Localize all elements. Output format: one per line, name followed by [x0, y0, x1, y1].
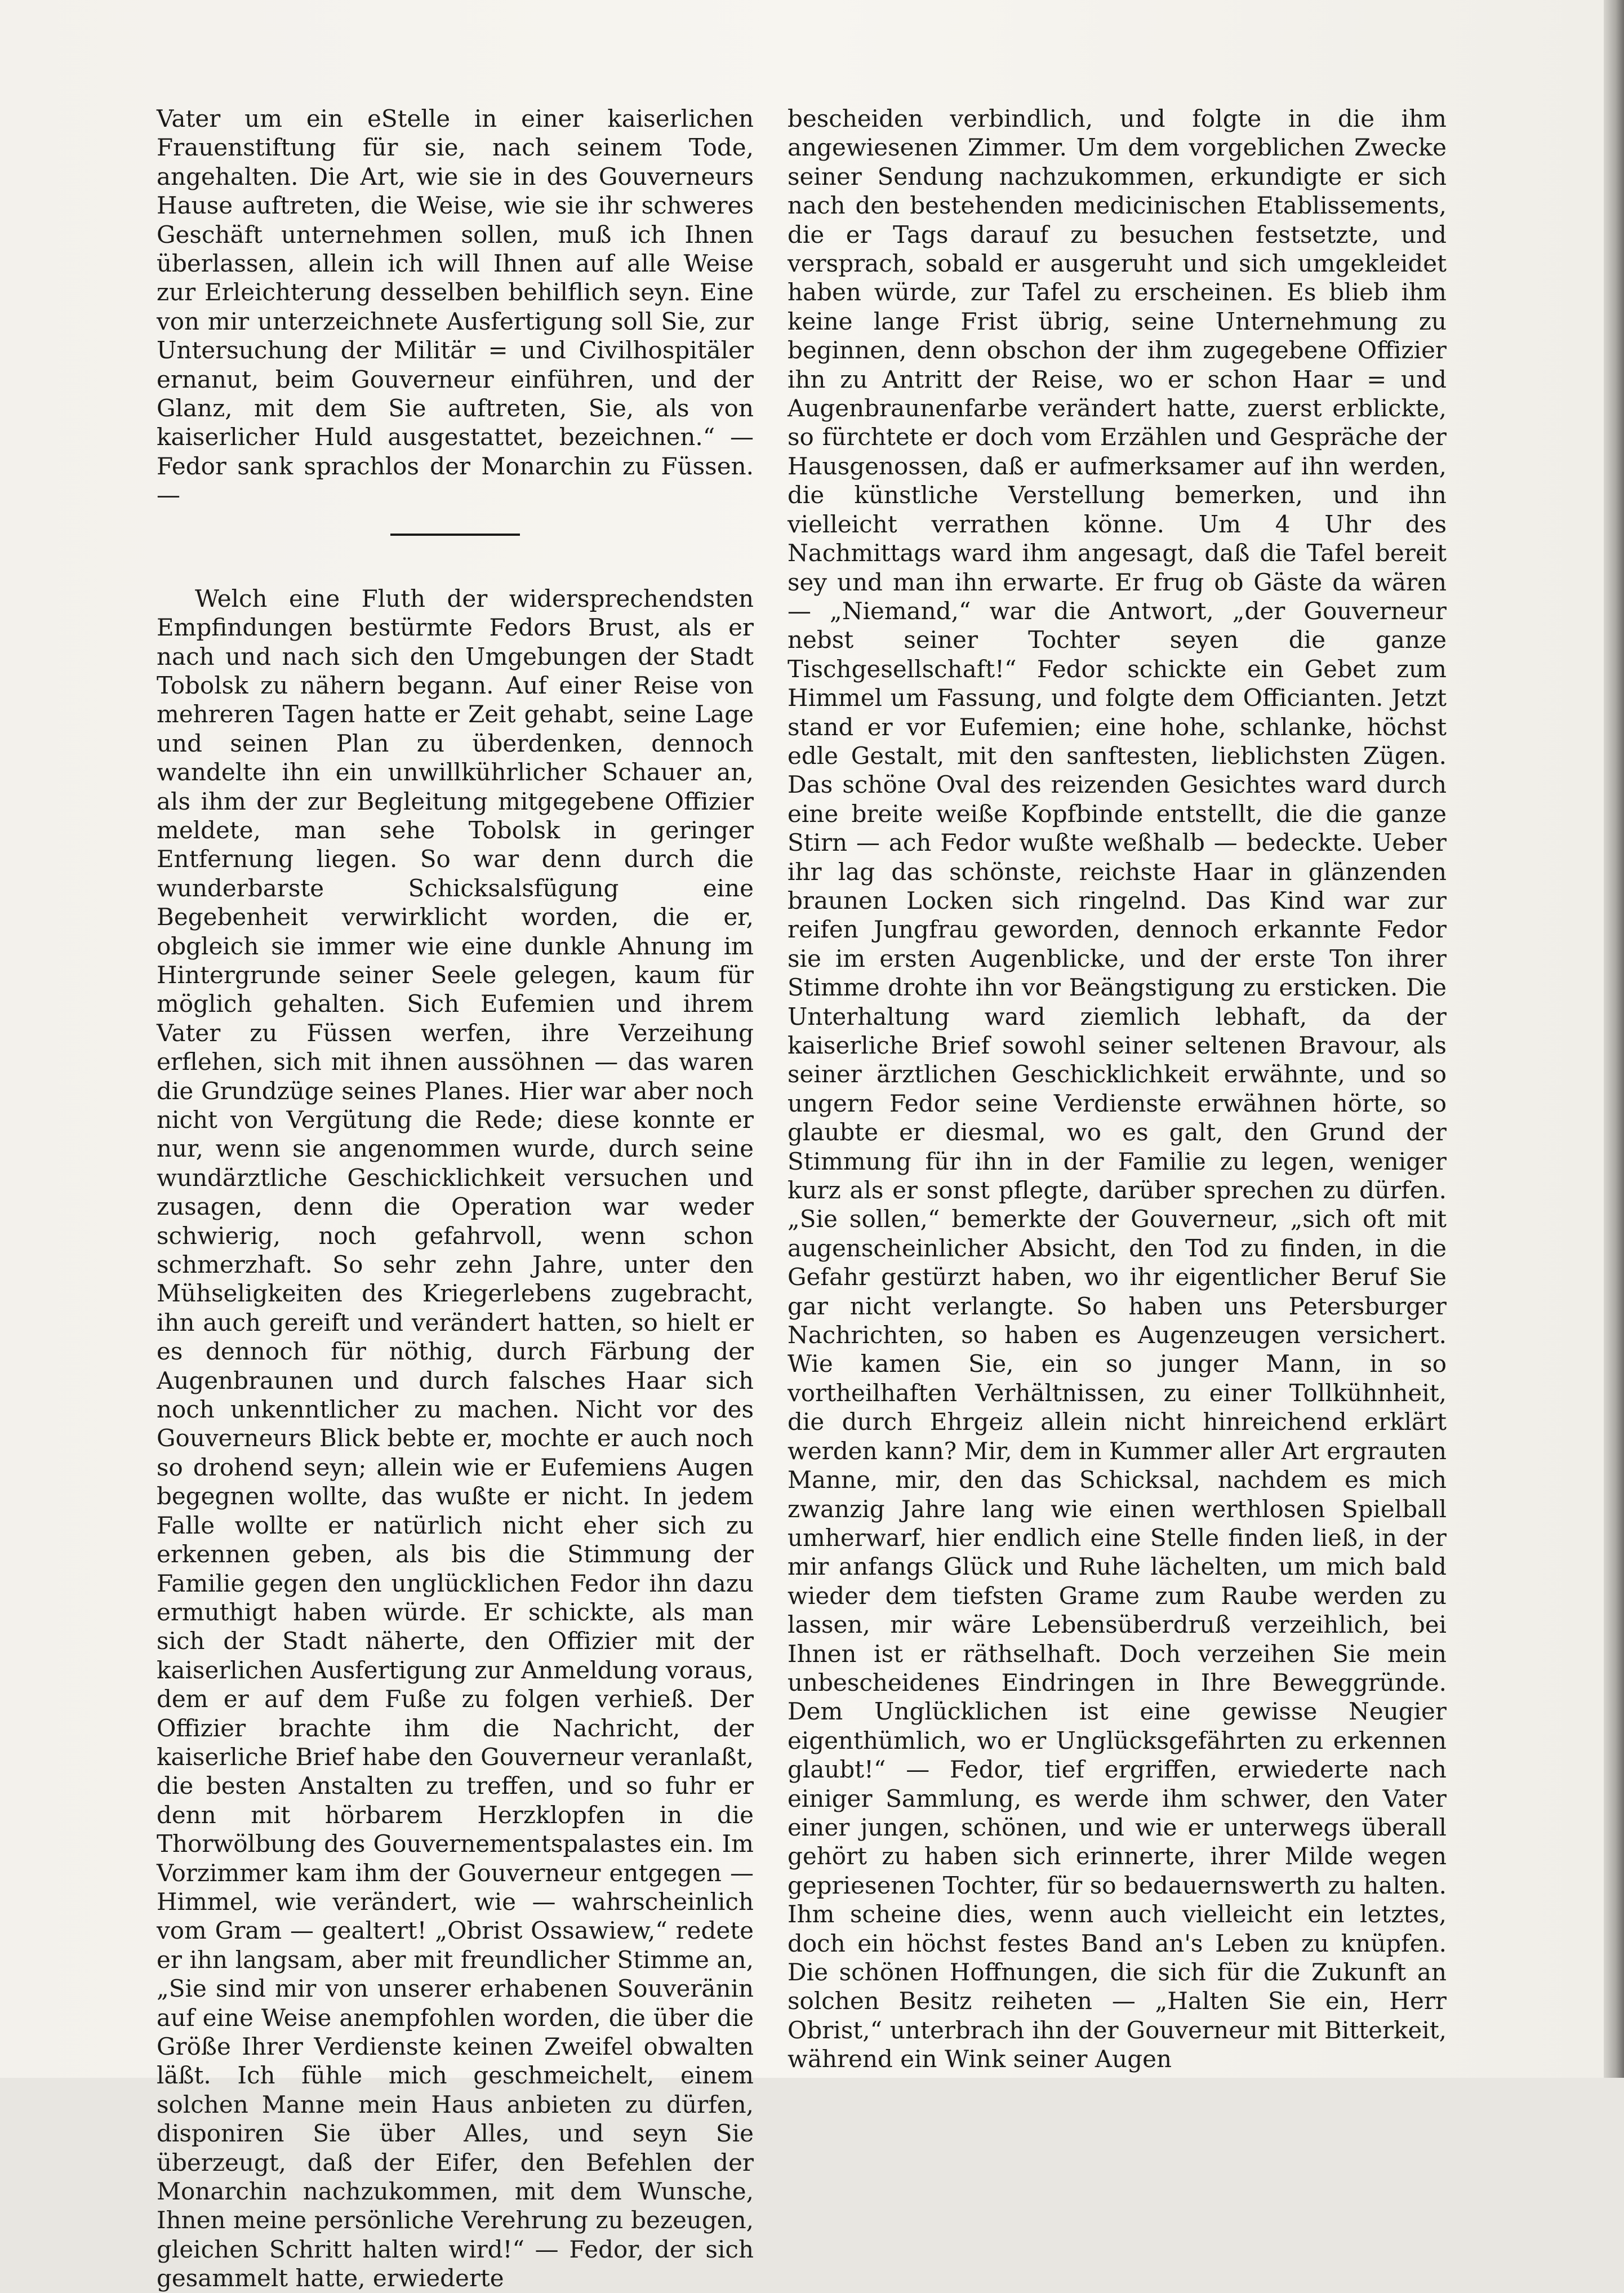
right-column [787, 104, 1447, 2074]
left-paragraph-2: Welch eine Fluth der widersprechendsten Empfindungen bestürmte Fedors Brust, als er nach und nach sich den Umgebungen der Stadt Tobolsk zu nähern begann. Auf einer Reise von mehreren Tagen hatte er Zeit gehabt, seine Lage und seinen Plan zu überdenken, dennoch wandelte ihn ein unwillkührlicher Schauer an, als ihm der zur Begleitung mitgegebene Offizier meldete, man sehe Tobolsk in geringer Entfernung liegen. So war denn durch die wunderbarste Schicksalsfügung eine Begebenheit verwirklicht worden, die er, obgleich sie immer wie eine dunkle Ahnung im Hintergrunde seiner Seele gelegen, kaum für möglich gehalten. Sich Eufemien und ihrem Vater zu Füssen werfen, ihre Verzeihung erflehen, sich mit ihnen aussöhnen — das waren die Grundzüge seines Planes. Hier war aber noch nicht von Vergütung die Rede; diese konnte er nur, wenn sie angenommen wurde, durch seine wundärztliche Geschicklichkeit versuchen und zusagen, denn die Operation war weder schwierig, noch gefahrvoll, wenn schon schmerzhaft. So sehr zehn Jahre, unter den Mühseligkeiten des Kriegerlebens zugebracht, ihn auch gereift und verändert hatten, so hielt er es dennoch für nöthig, durch Färbung der Augenbraunen und durch falsches Haar sich noch unkenntlicher zu machen. Nicht vor des Gouverneurs Blick bebte er, mochte er auch noch so drohend seyn; allein wie er Eufemiens Augen begegnen wollte, das wußte er nicht. In jedem Falle wollte er natürlich nicht eher sich zu erkennen geben, als bis die Stimmung der Familie gegen den unglücklichen Fedor ihn dazu ermuthigt haben würde. Er schickte, als man sich der Stadt näherte, den Offizier mit der kaiserlichen Ausfertigung zur Anmeldung voraus, dem er auf dem Fuße zu folgen verhieß. Der Offizier brachte ihm die Nachricht, der kaiserliche Brief habe den Gouverneur veranlaßt, die besten Anstalten zu treffen, und so fuhr er denn mit hörbarem Herzklopfen in die Thorwölbung des Gouvernementspalastes ein. Im Vorzimmer kam ihm der Gouverneur entgegen — Himmel, wie verändert, wie — wahrscheinlich vom Gram — gealtert! „Obrist Ossawiew,“ redete er ihn langsam, aber mit freundlicher Stimme an, „Sie sind mir von unserer erhabenen Souveränin auf eine Weise anempfohlen worden, die über die Größe Ihrer Verdienste keinen Zweifel obwalten läßt. Ich fühle mich geschmeichelt, einem solchen Manne mein Haus anbieten zu dürfen, disponiren Sie über Alles, und seyn Sie überzeugt, daß der Eifer, den Befehlen der Monarchin nachzukommen, mit dem Wunsche, Ihnen meine persönliche Verehrung zu bezeugen, gleichen Schritt halten wird!“ — Fedor, der sich gesammelt hatte, erwiederte [157, 584, 754, 2292]
left-paragraph-1: Vater um ein eStelle in einer kaiserlichen Frauenstiftung für sie, nach seinem Tode, angehalten. Die Art, wie sie in des Gouverneurs Hause auftreten, die Weise, wie sie ihr schweres Geschäft unternehmen sollen, muß ich Ihnen überlassen, allein ich will Ihnen auf alle Weise zur Erleichterung desselben behilflich seyn. Eine von mir unterzeichnete Ausfertigung soll Sie, zur Untersuchung der Militär = und Civilhospitäler ernanut, beim Gouverneur einführen, und der Glanz, mit dem Sie auftreten, Sie, als von kaiserlicher Huld ausgestattet, bezeichnen.“ — Fedor sank sprachlos der Monarchin zu Füssen. — [157, 105, 754, 509]
page-edge-shadow [1604, 0, 1624, 2078]
section-separator [390, 534, 520, 536]
right-paragraph-1: bescheiden verbindlich, und folgte in die ihm angewiesenen Zimmer. Um dem vorgeblichen Zwecke seiner Sendung nachzukommen, erkundigte er sich nach den bestehenden medicinischen Etablissements, die er Tags darauf zu besuchen festsetzte, und versprach, sobald er ausgeruht und sich umgekleidet haben würde, zur Tafel zu erscheinen. Es blieb ihm keine lange Frist übrig, seine Unternehmung zu beginnen, denn obschon der ihm zugegebene Offizier ihn zu Antritt der Reise, wo er schon Haar = und Augenbraunenfarbe verändert hatte, zuerst erblickte, so fürchtete er doch vom Erzählen und Gespräche der Hausgenossen, daß er aufmerksamer auf ihn werden, die künstliche Verstellung bemerken, und ihn vielleicht verrathen könne. Um 4 Uhr des Nachmittags ward ihm angesagt, daß die Tafel bereit sey und man ihn erwarte. Er frug ob Gäste da wären — „Niemand,“ war die Antwort, „der Gouverneur nebst seiner Tochter seyen die ganze Tischgesellschaft!“ Fedor schickte ein Gebet zum Himmel um Fassung, und folgte dem Officianten. Jetzt stand er vor Eufemien; eine hohe, schlanke, höchst edle Gestalt, mit den sanftesten, lieblichsten Zügen. Das schöne Oval des reizenden Gesichtes ward durch eine breite weiße Kopfbinde entstellt, die die ganze Stirn — ach Fedor wußte weßhalb — bedeckte. Ueber ihr lag das schönste, reichste Haar in glänzenden braunen Locken sich ringelnd. Das Kind war zur reifen Jungfrau geworden, dennoch erkannte Fedor sie im ersten Augenblicke, und der erste Ton ihrer Stimme drohte ihn vor Beängstigung zu ersticken. Die Unterhaltung ward ziemlich lebhaft, da der kaiserliche Brief sowohl seiner seltenen Bravour, als seiner ärztlichen Geschicklichkeit erwähnte, und so ungern Fedor seine Verdienste erwähnen hörte, so glaubte er diesmal, wo es galt, den Grund der Stimmung für ihn in der Familie zu legen, weniger kurz als er sonst pflegte, darüber sprechen zu dürfen. „Sie sollen,“ bemerkte der Gouverneur, „sich oft mit augenscheinlicher Absicht, den Tod zu finden, in die Gefahr gestürzt haben, wo ihr eigentlicher Beruf Sie gar nicht verlangte. So haben uns Petersburger Nachrichten, so haben es Augenzeugen versichert. Wie kamen Sie, ein so junger Mann, in so vortheilhaften Verhältnissen, zu einer Tollkühnheit, die durch Ehrgeiz allein nicht hinreichend erklärt werden kann? Mir, dem in Kummer aller Art ergrauten Manne, mir, den das Schicksal, nachdem es mich zwanzig Jahre lang wie einen werthlosen Spielball umherwarf, hier endlich eine Stelle finden ließ, in der mir anfangs Glück und Ruhe lächelten, um mich bald wieder dem tiefsten Grame zum Raube werden zu lassen, mir wäre Lebensüberdruß verzeihlich, bei Ihnen ist er räthselhaft. Doch verzeihen Sie mein unbescheidenes Eindringen in Ihre Beweggründe. Dem Unglücklichen ist eine gewisse Neugier eigenthümlich, wo er Unglücksgefährten zu erkennen glaubt!“ — Fedor, tief ergriffen, erwiederte nach einiger Sammlung, es werde ihm schwer, den Vater einer jungen, schönen, und wie er unterwegs überall gehört zu haben sich erinnerte, ihrer Milde wegen gepriesenen Tochter, für so bedauernswerth zu halten. Ihm scheine dies, wenn auch vielleicht ein letztes, doch ein höchst festes Band an's Leben zu knüpfen. Die schönen Hoffnungen, die sich für die Zukunft an solchen Besitz reiheten — „Halten Sie ein, Herr Obrist,“ unterbrach ihn der Gouverneur mit Bitterkeit, während ein Wink seiner Augen [787, 105, 1447, 2073]
left-column [157, 104, 754, 2293]
